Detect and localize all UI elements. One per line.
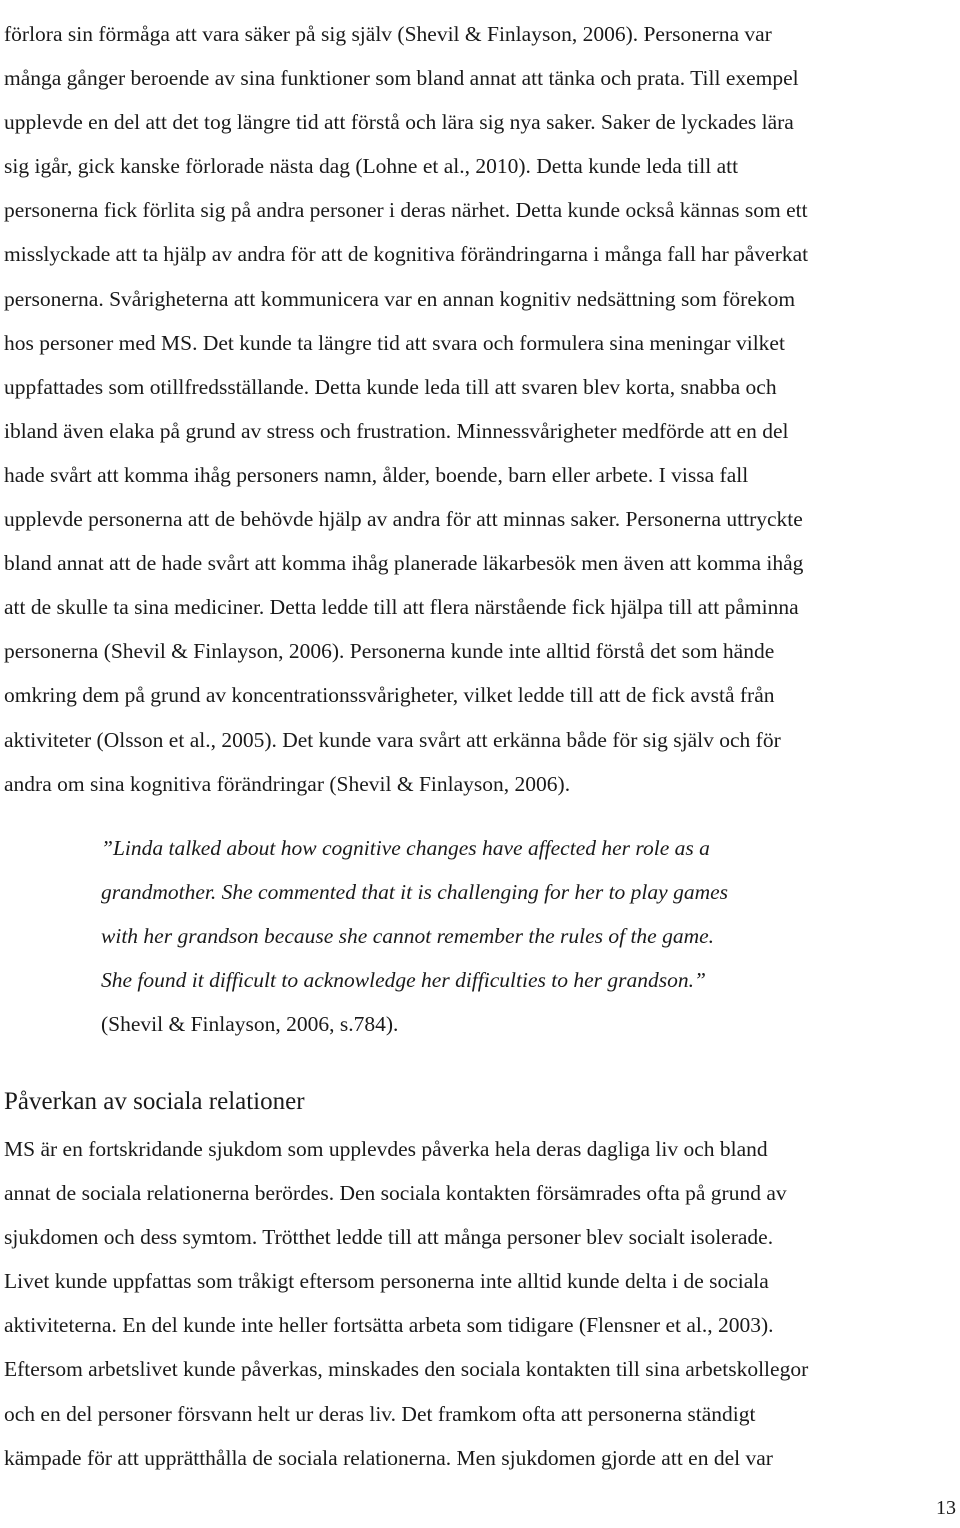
section-heading: Påverkan av sociala relationer: [4, 1088, 305, 1115]
body-paragraph: förlora sin förmåga att vara säker på sig själv (Shevil & Finlayson, 2006). Personerna var många gånger beroende av sina funktioner som bland annat att tänka och prata. Till exempel upplevde en del att det tog längre tid att förstå och lära sig nya saker. Saker de lyckades lära sig igår, gick kanske förlorade nästa dag (Lohne et al., 2010). Detta kunde leda till att personerna fick förlita sig på andra personer i deras närhet. Detta kunde också kännas som ett misslyckade att ta hjälp av andra för att de kognitiva förändringarna i många fall har påverkat personerna. Svårigheterna att kommunicera var en annan kognitiv nedsättning som förekom hos personer med MS. Det kunde ta längre tid att svara och formulera sina meningar vilket uppfattades som otillfredsställande. Detta kunde leda till att svaren blev korta, snabba och ibland även elaka på grund av stress och frustration. Minnessvårigheter medförde att en del hade svårt att komma ihåg personers namn, ålder, boende, barn eller arbete. I vissa fall upplevde personerna att de behövde hjälp av andra för att minnas saker. Personerna uttryckte bland annat att de hade svårt att komma ihåg planerade läkarbesök men även att komma ihåg att de skulle ta sina mediciner. Detta ledde till att flera närstående fick hjälpa till att påminna personerna (Shevil & Finlayson, 2006). Personerna kunde inte alltid förstå det som hände omkring dem på grund av koncentrationssvårigheter, vilket ledde till att de fick avstå från aktiviteter (Olsson et al., 2005). Det kunde vara svårt att erkänna både för sig själv och för andra om sina kognitiva förändringar (Shevil & Finlayson, 2006).: [4, 22, 809, 796]
body-paragraph: MS är en fortskridande sjukdom som upplevdes påverka hela deras dagliga liv och bland annat de sociala relationerna berördes. Den sociala kontakten försämrades ofta på grund av sjukdomen och dess symtom. Trötthet ledde till att många personer blev socialt isolerade. Livet kunde uppfattas som tråkigt eftersom personerna inte alltid kunde delta i de sociala aktiviteterna. En del kunde inte heller fortsätta arbeta som tidigare (Flensner et al., 2003). Eftersom arbetslivet kunde påverkas, minskades den sociala kontakten till sina arbetskollegor och en del personer försvann helt ur deras liv. Det framkom ofta att personerna ständigt kämpade för att upprätthålla de sociala relationerna. Men sjukdomen gjorde att en del var: [4, 1137, 809, 1470]
quote-citation: (Shevil & Finlayson, 2006, s.784).: [101, 1012, 399, 1036]
page-number: 13: [936, 1497, 956, 1519]
quote-text: ”Linda talked about how cognitive changes have affected her role as a grandmother. She commented that it is challenging for her to play games with her grandson because she cannot remember the rules of the game. She found it difficult to acknowledge her difficulties to her grandson.”: [101, 836, 729, 992]
block-quote: [101, 826, 901, 1046]
